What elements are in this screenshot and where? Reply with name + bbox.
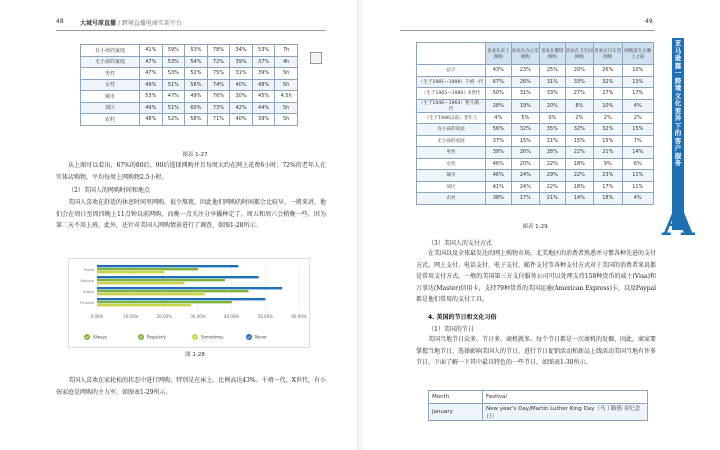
- table-top-cell: 5h: [275, 114, 298, 126]
- table-1-29-cell: 11%: [622, 181, 653, 193]
- table-1-29-row-label: 无小孩的家庭: [417, 135, 486, 147]
- right-header-rule: [400, 30, 655, 31]
- table-1-29-cell: 18%: [565, 158, 593, 170]
- table-top-cell: 49%: [140, 79, 163, 91]
- table-1-29-row-label: （生于1946—1964）婴儿潮一代: [417, 99, 486, 112]
- table-1-29-cell: 18%: [594, 193, 622, 205]
- table-1-29-cell: 2%: [565, 112, 593, 124]
- table-1-29-cell: 15%: [594, 135, 622, 147]
- table-1-29-cell: 26%: [511, 147, 539, 159]
- table-top-cell: 53%: [162, 56, 185, 68]
- table-1-29-row: [417, 193, 654, 205]
- table-top-cell: 42%: [230, 102, 253, 114]
- chart-1-28: [68, 258, 310, 348]
- right-page-number: 49: [645, 18, 653, 25]
- table-1-29-cell: 32%: [594, 124, 622, 136]
- chart-bar-regularly: [97, 279, 225, 281]
- table-top-row: [81, 79, 298, 91]
- chart-bar-always: [97, 265, 238, 267]
- festival-month: January: [429, 404, 483, 421]
- festival-header-festival: Festival: [483, 391, 648, 404]
- table-top-row-label: 农村: [81, 114, 140, 126]
- table-1-29-cell: 26%: [511, 76, 539, 88]
- table-1-29-cell: 31%: [511, 88, 539, 100]
- table-1-29-cell: 50%: [486, 88, 512, 100]
- table-top-cell: 41%: [140, 45, 163, 57]
- table-top-cell: 34%: [230, 45, 253, 57]
- table-1-29-header: 网购发生在晚上之前: [622, 43, 653, 65]
- subheading-2: （2）美国人的网购时间和地点: [68, 187, 150, 194]
- table-1-29-row: [417, 112, 654, 124]
- table-1-29-cell: 43%: [486, 65, 512, 77]
- paragraph-4: 在美国以及全球最发达的网上购物市场，北美地区的消费者熟悉并习惯各种先进的支付方式。网上支付、电话支付、电子支付、邮件支付等各种支付方式对于美国的消费者来说都是常用支付方式。一般的美国第三方支付服务公司可以处理支持158种货币的威士(Visa)和万事达(Master)信用卡，支持79种货币的美国运通(American Express)卡，以及Paypal都是他们常用的支付工具。: [416, 250, 657, 303]
- table-top-row-label: 女性: [81, 79, 140, 91]
- caption-1-28: 图 1-28: [185, 352, 205, 358]
- table-1-29-cell: 21%: [594, 147, 622, 159]
- chart-bar-sometimes: [97, 304, 191, 306]
- table-1-29-cell: 67%: [486, 76, 512, 88]
- table-1-29-cell: 15%: [511, 135, 539, 147]
- chart-x-tick: 20.00%: [156, 314, 172, 319]
- table-1-29-cell: 23%: [594, 170, 622, 182]
- chart-category-label: Urban: [82, 289, 94, 294]
- table-top-cell: 39%: [252, 114, 275, 126]
- left-page: [0, 0, 358, 450]
- table-1-29-row-label: 男性: [417, 147, 486, 159]
- table-1-29-cell: 0%: [540, 112, 566, 124]
- table-top-cell: 53%: [162, 68, 185, 80]
- table-1-29-row: [417, 88, 654, 100]
- table-1-29-header: 喜欢在床上网购: [486, 43, 512, 65]
- table-top-cell: 53%: [252, 45, 275, 57]
- table-1-29-row-label: 女性: [417, 158, 486, 170]
- chart-bar-sometimes: [97, 282, 185, 284]
- chart-x-tick: 60.00%: [291, 314, 307, 319]
- table-top-cell: 40%: [230, 114, 253, 126]
- table-top-cell: 4.5h: [275, 91, 298, 103]
- table-1-29-row: [417, 76, 654, 88]
- table-top-cell: 39%: [252, 68, 275, 80]
- table-1-29-cell: 31%: [540, 76, 566, 88]
- festival-name: New year's Day/Martin Luther King Day（马丁路德·金纪念日）: [483, 404, 648, 421]
- heading-4: 4. 美国的节日和文化习俗: [428, 314, 497, 321]
- table-1-29-cell: 32%: [565, 124, 593, 136]
- table-1-29-cell: 24%: [511, 181, 539, 193]
- chart-bar-always: [97, 298, 265, 300]
- table-1-29-header: 喜欢在卫生间网购: [565, 43, 593, 65]
- table-top-cell: 78%: [207, 45, 230, 57]
- chart-x-tick: 50.00%: [257, 314, 273, 319]
- table-1-29-cell: 46%: [486, 170, 512, 182]
- table-top-row-label: 郊区: [81, 102, 140, 114]
- table-top-cell: 52%: [162, 114, 185, 126]
- table-1-29-cell: 32%: [594, 76, 622, 88]
- table-top-cell: 54%: [185, 56, 208, 68]
- table-1-29-cell: 22%: [540, 158, 566, 170]
- chart-category-label: Rural: [84, 267, 94, 272]
- table-top-cell: 71%: [207, 114, 230, 126]
- paragraph-3: 美国人喜欢在家轮松的状态中进行网购，特别是在床上。比例高达43%。千禧一代、X世代、有小孩家庭是网购的主力军，如图表1-29所示。: [56, 377, 326, 396]
- table-top-cell: 37%: [252, 56, 275, 68]
- subheading-3: （3）美国人的支付方式: [428, 240, 492, 247]
- table-1-29-cell: 4%: [486, 112, 512, 124]
- paragraph-2: 美国人喜欢在舒适的休息时间里网购，很少熬夜，因此他们网购的时间都会比较早，一般来讲，他们会在周日至周四晚上11点钟以前网购，而晚一点关注分享播种定了。周五和周六会稍晚一些，因为第二天不用上班。此外，还针对美国人网购情景进行了调查，如图1-28所示。: [56, 199, 327, 229]
- table-1-29-cell: 20%: [540, 99, 566, 112]
- table-1-29-cell: 27%: [594, 88, 622, 100]
- table-top-cell: 59%: [162, 45, 185, 57]
- table-top-cell: 47%: [140, 68, 163, 80]
- table-top-cell: 52%: [185, 68, 208, 80]
- table-top-cell: 75%: [207, 68, 230, 80]
- table-1-29-cell: 46%: [486, 158, 512, 170]
- table-top-cell: 60%: [185, 102, 208, 114]
- table-top-cell: 72%: [207, 56, 230, 68]
- table-top-cell: 51%: [162, 102, 185, 114]
- table-1-29-cell: 28%: [540, 147, 566, 159]
- table-1-29-cell: 41%: [486, 181, 512, 193]
- table-1-29-cell: 15%: [565, 135, 593, 147]
- table-1-29-row: [417, 181, 654, 193]
- table-1-29-row: [417, 99, 654, 112]
- festival-header-month: Month: [429, 391, 483, 404]
- chapter-side-tab-label: 亚马逊篇 一 跨境文化差异下的客户服务: [674, 39, 682, 167]
- table-top-row-label: 无小孩的家庭: [81, 56, 140, 68]
- table-top-cell: 39%: [230, 56, 253, 68]
- table-1-29: [416, 42, 654, 205]
- table-1-29-row-label: （生于1981—1999）千禧一代: [417, 76, 486, 88]
- table-1-29-cell: 26%: [594, 65, 622, 77]
- table-top-row-label: 城市: [81, 91, 140, 103]
- table-1-29-row-label: （生于1965—1980）X世代: [417, 88, 486, 100]
- table-1-29-header: 喜欢在餐馆网购: [540, 43, 566, 65]
- table-top-row: [81, 45, 298, 57]
- table-top-cell: 4h: [275, 56, 298, 68]
- table-1-29-cell: 27%: [565, 88, 593, 100]
- table-top-row: [81, 91, 298, 103]
- table-top-cell: 49%: [140, 102, 163, 114]
- table-top-row: [81, 56, 298, 68]
- chart-category-label: Suburb: [80, 278, 94, 283]
- table-top-row: [81, 102, 298, 114]
- table-1-29-row-label: 总计: [417, 65, 486, 77]
- chart-legend-label: Never: [255, 334, 267, 340]
- table-1-29-cell: 10%: [622, 65, 653, 77]
- table-1-29-cell: 22%: [565, 147, 593, 159]
- table-1-29-row: [417, 135, 654, 147]
- caption-1-29: 图表 1-29: [522, 224, 548, 230]
- left-header-subtitle: / 跨境直播电商实训平台: [118, 20, 182, 27]
- table-1-29-header: [417, 43, 486, 65]
- chart-legend-check-icon: [192, 334, 198, 340]
- paragraph-1: 从上图可以看出，67%的80后、90后选择网购并且每周大约在网上花费6小时；72%的老年人在实体店购物，平均每周上网购物2.5小时。: [56, 162, 326, 181]
- chart-bar-regularly: [97, 301, 232, 303]
- table-1-29-cell: 15%: [622, 124, 653, 136]
- table-1-29-cell: 2%: [594, 112, 622, 124]
- table-1-29-cell: 33%: [565, 76, 593, 88]
- table-1-29-cell: 38%: [486, 193, 512, 205]
- chart-legend-check-icon: [138, 334, 144, 340]
- table-1-29-cell: 8%: [565, 99, 593, 112]
- table-1-29-cell: 5%: [511, 112, 539, 124]
- table-1-29-cell: 14%: [622, 147, 653, 159]
- table-1-29-row-label: （生于1946以前）老年人: [417, 112, 486, 124]
- chapter-letter: A: [662, 196, 695, 245]
- table-1-29-row-label: 有小孩的家庭: [417, 124, 486, 136]
- table-1-29-row-label: 郊区: [417, 181, 486, 193]
- table-1-29-cell: 18%: [565, 181, 593, 193]
- table-1-29-cell: 13%: [622, 76, 653, 88]
- table-1-29-cell: 19%: [511, 99, 539, 112]
- table-top-cell: 40%: [230, 79, 253, 91]
- table-1-29-header: 喜欢在办公室网购: [511, 43, 539, 65]
- table-top-row: [81, 114, 298, 126]
- table-top-cell: 51%: [162, 79, 185, 91]
- festival-table: [428, 390, 648, 421]
- table-top-cell: 44%: [252, 102, 275, 114]
- chart-bar-regularly: [97, 268, 198, 270]
- caption-1-27: 图表 1-27: [182, 152, 208, 158]
- table-1-29-row: [417, 124, 654, 136]
- table-1-29-cell: 2%: [622, 112, 653, 124]
- chart-legend-label: Regularly: [147, 334, 166, 340]
- table-1-29-cell: 11%: [622, 170, 653, 182]
- page-icon[interactable]: [310, 52, 322, 64]
- table-1-29-header: 喜欢在汽车里网购: [594, 43, 622, 65]
- table-1-29-cell: 21%: [540, 135, 566, 147]
- table-1-29-cell: 6%: [622, 158, 653, 170]
- paragraph-5: 美国当地节日众多，节日多，商机就多。每个节日都是一次商机的发掘，因此，商家要掌握当地节日，选择影响美国人的节日，进行节日促销活动和新品上线活动美国当地有许多节日，下面了解一下其中最具特色的一些节日，如图表1-30所示。: [416, 336, 657, 366]
- table-top-row-label: 有小孩的家庭: [81, 45, 140, 57]
- table-1-29-cell: 4%: [622, 99, 653, 112]
- left-header-title: 大城号原直播: [80, 20, 117, 27]
- chart-bar-regularly: [97, 290, 249, 292]
- chart-svg: [69, 259, 309, 347]
- table-1-29-cell: 39%: [486, 147, 512, 159]
- table-1-29-cell: 17%: [511, 193, 539, 205]
- chart-bar-always: [97, 276, 259, 278]
- table-1-29-row-label: 农村: [417, 193, 486, 205]
- chart-legend-check-icon: [246, 334, 252, 340]
- table-1-29-cell: 28%: [486, 99, 512, 112]
- table-top-cell: 56%: [185, 79, 208, 91]
- table-top-cell: 5h: [275, 102, 298, 114]
- table-1-29-cell: 23%: [511, 65, 539, 77]
- table-top-cell: 53%: [185, 45, 208, 57]
- table-top-cell: 58%: [185, 114, 208, 126]
- table-1-29-cell: 4%: [622, 193, 653, 205]
- table-top-cell: 5h: [275, 79, 298, 91]
- table-top-cell: 30%: [230, 91, 253, 103]
- chart-x-tick: 0.00%: [90, 314, 104, 319]
- table-1-29-cell: 35%: [540, 124, 566, 136]
- table-1-29-cell: 32%: [511, 124, 539, 136]
- table-1-29-cell: 56%: [486, 124, 512, 136]
- chart-legend-label: Always: [93, 334, 108, 340]
- table-1-29-cell: 20%: [565, 65, 593, 77]
- table-top-cell: 5h: [275, 68, 298, 80]
- left-header-rule: [56, 30, 326, 31]
- table-1-29-cell: 21%: [540, 193, 566, 205]
- chart-x-tick: 30.00%: [190, 314, 206, 319]
- table-1-29-cell: 22%: [565, 170, 593, 182]
- table-1-29-cell: 25%: [540, 65, 566, 77]
- chart-bar-sometimes: [97, 293, 205, 295]
- table-top-cell: 74%: [207, 79, 230, 91]
- table-1-29-row-label: 城市: [417, 170, 486, 182]
- table-1-29-cell: 17%: [622, 88, 653, 100]
- chart-category-label: Female: [80, 300, 94, 305]
- chart-x-tick: 40.00%: [224, 314, 240, 319]
- chart-legend-check-icon: [84, 334, 90, 340]
- table-1-29-cell: 7%: [622, 135, 653, 147]
- table-1-29-cell: 22%: [540, 181, 566, 193]
- table-1-29-cell: 10%: [594, 99, 622, 112]
- table-top-row: [81, 68, 298, 80]
- table-top-cell: 47%: [162, 91, 185, 103]
- table-1-29-row: [417, 170, 654, 182]
- left-page-number: 48: [56, 18, 64, 25]
- table-1-29-cell: 37%: [486, 135, 512, 147]
- table-1-29-cell: 17%: [594, 181, 622, 193]
- table-1-29-cell: 29%: [540, 170, 566, 182]
- table-top-cell: 7h: [275, 45, 298, 57]
- table-top-cell: 45%: [252, 91, 275, 103]
- table-top-row-label: 男性: [81, 68, 140, 80]
- table-top-cell: 49%: [185, 91, 208, 103]
- chart-legend-label: Sometimes: [201, 334, 224, 340]
- table-1-29-cell: 9%: [594, 158, 622, 170]
- chart-bar-sometimes: [97, 271, 164, 273]
- table-top-cell: 73%: [207, 102, 230, 114]
- table-1-29-row: [417, 158, 654, 170]
- chart-x-tick: 10.00%: [123, 314, 139, 319]
- table-top-cell: 53%: [140, 91, 163, 103]
- table-top-cell: 31%: [230, 68, 253, 80]
- table-top-cell: 76%: [207, 91, 230, 103]
- table-top-cell: 47%: [140, 56, 163, 68]
- table-top: [80, 44, 298, 126]
- table-1-29-row: [417, 147, 654, 159]
- table-top-cell: 48%: [252, 79, 275, 91]
- subheading-4: （1）美国的节日: [428, 326, 474, 333]
- table-top-cell: 48%: [140, 114, 163, 126]
- table-1-29-row: [417, 65, 654, 77]
- table-1-29-cell: 24%: [511, 170, 539, 182]
- table-1-29-cell: 20%: [511, 158, 539, 170]
- table-1-29-cell: 33%: [540, 88, 566, 100]
- table-1-29-cell: 14%: [565, 193, 593, 205]
- chart-bar-always: [97, 287, 282, 289]
